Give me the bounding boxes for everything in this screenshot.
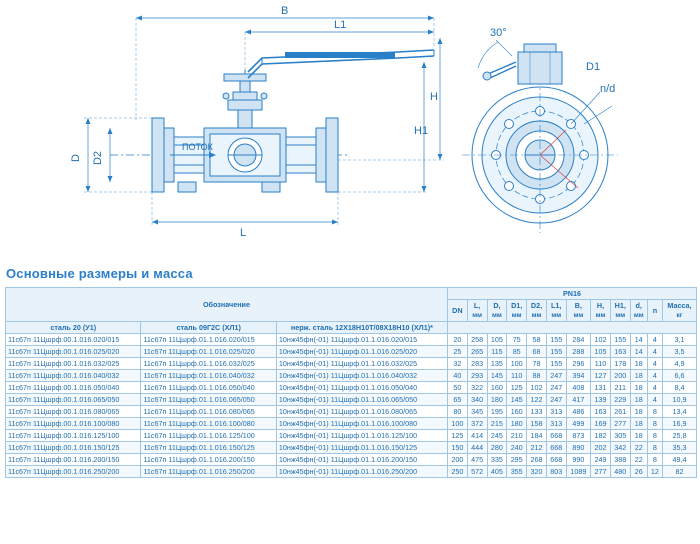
cell-l: 444 (467, 442, 487, 454)
cell-d1: 125 (507, 382, 527, 394)
header-col-d-hole: d, мм (630, 300, 647, 322)
cell-h1: 229 (610, 394, 630, 406)
cell-d1: 85 (507, 346, 527, 358)
cell-b: 296 (566, 358, 590, 370)
cell-designation-steel20: 11с67п 11Цшрф.00.1.016.020/015 (6, 334, 141, 346)
cell-l1: 155 (546, 334, 566, 346)
cell-designation-09g2s: 11с67п 11Цшрф.01.1.016.250/200 (141, 466, 276, 478)
cell-l: 372 (467, 418, 487, 430)
header-col-dn: DN (447, 300, 467, 322)
header-col-n: n (647, 300, 662, 322)
cell-d-hole: 18 (630, 430, 647, 442)
cell-n: 8 (647, 418, 662, 430)
cell-dn: 25 (447, 346, 467, 358)
cell-d: 245 (487, 430, 507, 442)
cell-designation-steel20: 11с67п 11Цшрф.00.1.016.125/100 (6, 430, 141, 442)
cell-designation-09g2s: 11с67п 11Цшрф.01.1.016.125/100 (141, 430, 276, 442)
cell-designation-stainless: 10нж45фн(-01) 11Цшрф.01.1.016.040/032 (276, 370, 447, 382)
cell-l: 340 (467, 394, 487, 406)
header-group-steel20: сталь 20 (У1) (6, 322, 141, 334)
cell-h: 127 (591, 370, 611, 382)
table-row (6, 418, 697, 430)
table-header-row-3 (6, 322, 697, 334)
cell-d2: 88 (527, 370, 547, 382)
header-col-h1: H1, мм (610, 300, 630, 322)
cell-mass: 3,5 (662, 346, 696, 358)
cell-d: 335 (487, 454, 507, 466)
header-spacer (447, 322, 696, 334)
cell-designation-stainless: 10нж45фн(-01) 11Цшрф.01.1.016.080/065 (276, 406, 447, 418)
cell-d-hole: 18 (630, 382, 647, 394)
cell-h1: 155 (610, 334, 630, 346)
cell-d: 135 (487, 358, 507, 370)
cell-designation-09g2s: 11с67п 11Цшрф.01.1.016.040/032 (141, 370, 276, 382)
cell-mass: 82 (662, 466, 696, 478)
cell-d1: 295 (507, 454, 527, 466)
cell-d-hole: 22 (630, 442, 647, 454)
cell-h1: 178 (610, 358, 630, 370)
cell-d1: 110 (507, 370, 527, 382)
cell-n: 8 (647, 442, 662, 454)
cell-l: 265 (467, 346, 487, 358)
cell-d1: 145 (507, 394, 527, 406)
cell-h: 139 (591, 394, 611, 406)
cell-d-hole: 18 (630, 418, 647, 430)
header-pn: PN16 (447, 288, 696, 300)
cell-designation-stainless: 10нж45фн(-01) 11Цшрф.01.1.016.125/100 (276, 430, 447, 442)
cell-l: 293 (467, 370, 487, 382)
cell-l: 345 (467, 406, 487, 418)
cell-d: 105 (487, 334, 507, 346)
cell-designation-steel20: 11с67п 11Цшрф.00.1.016.250/200 (6, 466, 141, 478)
cell-dn: 125 (447, 430, 467, 442)
cell-d-hole: 22 (630, 454, 647, 466)
cell-d1: 75 (507, 334, 527, 346)
cell-designation-stainless: 10нж45фн(-01) 11Цшрф.01.1.016.050/040 (276, 382, 447, 394)
cell-l: 283 (467, 358, 487, 370)
cell-b: 890 (566, 442, 590, 454)
cell-dn: 65 (447, 394, 467, 406)
cell-b: 408 (566, 382, 590, 394)
cell-h: 105 (591, 346, 611, 358)
cell-designation-steel20: 11с67п 11Цшрф.00.1.016.025/020 (6, 346, 141, 358)
cell-d1: 100 (507, 358, 527, 370)
cell-designation-09g2s: 11с67п 11Цшрф.01.1.016.032/025 (141, 358, 276, 370)
cell-h1: 480 (610, 466, 630, 478)
cell-designation-09g2s: 11с67п 11Цшрф.01.1.016.200/150 (141, 454, 276, 466)
sizes-table-body (6, 334, 697, 478)
cell-b: 990 (566, 454, 590, 466)
cell-b: 417 (566, 394, 590, 406)
cell-l1: 803 (546, 466, 566, 478)
table-row (6, 370, 697, 382)
table-row (6, 406, 697, 418)
cell-d: 180 (487, 394, 507, 406)
header-col-l: L, мм (467, 300, 487, 322)
cell-h: 249 (591, 454, 611, 466)
label-angle: 30° (490, 27, 507, 39)
cell-h: 110 (591, 358, 611, 370)
header-col-b: B, мм (566, 300, 590, 322)
label-H1: H1 (414, 125, 429, 137)
cell-d-hole: 14 (630, 334, 647, 346)
cell-designation-stainless: 10нж45фн(-01) 11Цшрф.01.1.016.065/050 (276, 394, 447, 406)
cell-h1: 200 (610, 370, 630, 382)
cell-d: 145 (487, 370, 507, 382)
header-col-d: D, мм (487, 300, 507, 322)
cell-designation-09g2s: 11с67п 11Цшрф.01.1.016.100/080 (141, 418, 276, 430)
cell-l1: 313 (546, 406, 566, 418)
cell-dn: 100 (447, 418, 467, 430)
cell-n: 4 (647, 334, 662, 346)
cell-n: 8 (647, 454, 662, 466)
cell-h1: 388 (610, 454, 630, 466)
cell-b: 284 (566, 334, 590, 346)
cell-designation-09g2s: 11с67п 11Цшрф.01.1.016.020/015 (141, 334, 276, 346)
cell-h: 131 (591, 382, 611, 394)
label-flow: ПОТОК (182, 142, 213, 152)
cell-mass: 3,1 (662, 334, 696, 346)
cell-d2: 133 (527, 406, 547, 418)
cell-d-hole: 18 (630, 394, 647, 406)
sizes-section (0, 262, 700, 478)
cell-h: 163 (591, 406, 611, 418)
cell-b: 288 (566, 346, 590, 358)
cell-mass: 25,8 (662, 430, 696, 442)
cell-d1: 160 (507, 406, 527, 418)
cell-d1: 240 (507, 442, 527, 454)
cell-n: 4 (647, 346, 662, 358)
cell-d: 160 (487, 382, 507, 394)
cell-n: 4 (647, 394, 662, 406)
cell-l1: 668 (546, 454, 566, 466)
cell-b: 394 (566, 370, 590, 382)
label-D2: D2 (92, 150, 104, 166)
cell-d2: 58 (527, 334, 547, 346)
cell-d-hole: 18 (630, 370, 647, 382)
cell-n: 8 (647, 406, 662, 418)
cell-l1: 668 (546, 442, 566, 454)
table-header-row-1 (6, 288, 697, 300)
cell-d2: 102 (527, 382, 547, 394)
header-col-l1: L1, мм (546, 300, 566, 322)
cell-designation-09g2s: 11с67п 11Цшрф.01.1.016.050/040 (141, 382, 276, 394)
header-col-mass: Масса, кг (662, 300, 696, 322)
table-row (6, 382, 697, 394)
cell-d2: 78 (527, 358, 547, 370)
table-row (6, 442, 697, 454)
cell-dn: 150 (447, 442, 467, 454)
cell-h: 182 (591, 430, 611, 442)
cell-dn: 50 (447, 382, 467, 394)
cell-designation-stainless: 10нж45фн(-01) 11Цшрф.01.1.016.025/020 (276, 346, 447, 358)
cell-mass: 16,9 (662, 418, 696, 430)
cell-d2: 212 (527, 442, 547, 454)
cell-dn: 200 (447, 454, 467, 466)
label-H: H (430, 91, 438, 103)
cell-d2: 320 (527, 466, 547, 478)
cell-h: 277 (591, 466, 611, 478)
cell-l: 572 (467, 466, 487, 478)
cell-b: 873 (566, 430, 590, 442)
cell-designation-stainless: 10нж45фн(-01) 11Цшрф.01.1.016.200/150 (276, 454, 447, 466)
cell-designation-stainless: 10нж45фн(-01) 11Цшрф.01.1.016.250/200 (276, 466, 447, 478)
cell-l: 475 (467, 454, 487, 466)
cell-l: 322 (467, 382, 487, 394)
label-L1: L1 (334, 19, 347, 31)
cell-mass: 49,4 (662, 454, 696, 466)
cell-d2: 268 (527, 454, 547, 466)
cell-d-hole: 26 (630, 466, 647, 478)
cell-designation-steel20: 11с67п 11Цшрф.00.1.016.040/032 (6, 370, 141, 382)
table-row (6, 394, 697, 406)
cell-l1: 247 (546, 370, 566, 382)
cell-designation-stainless: 10нж45фн(-01) 11Цшрф.01.1.016.100/080 (276, 418, 447, 430)
cell-d1: 355 (507, 466, 527, 478)
cell-mass: 6,6 (662, 370, 696, 382)
cell-designation-steel20: 11с67п 11Цшрф.00.1.016.150/125 (6, 442, 141, 454)
cell-dn: 32 (447, 358, 467, 370)
cell-b: 499 (566, 418, 590, 430)
cell-designation-steel20: 11с67п 11Цшрф.00.1.016.080/065 (6, 406, 141, 418)
cell-d-hole: 14 (630, 346, 647, 358)
cell-h1: 163 (610, 346, 630, 358)
cell-mass: 35,3 (662, 442, 696, 454)
cell-l1: 313 (546, 418, 566, 430)
cell-designation-09g2s: 11с67п 11Цшрф.01.1.016.080/065 (141, 406, 276, 418)
label-D1: D1 (586, 61, 601, 73)
header-col-d1: D1, мм (507, 300, 527, 322)
cell-mass: 10,9 (662, 394, 696, 406)
label-nd: n/d (600, 83, 616, 95)
cell-mass: 8,4 (662, 382, 696, 394)
cell-designation-steel20: 11с67п 11Цшрф.00.1.016.050/040 (6, 382, 141, 394)
cell-mass: 13,4 (662, 406, 696, 418)
cell-d2: 68 (527, 346, 547, 358)
cell-d1: 210 (507, 430, 527, 442)
cell-designation-steel20: 11с67п 11Цшрф.00.1.016.200/150 (6, 454, 141, 466)
cell-h1: 277 (610, 418, 630, 430)
cell-d: 215 (487, 418, 507, 430)
section-title: Основные размеры и масса (6, 266, 193, 281)
cell-dn: 40 (447, 370, 467, 382)
cell-d1: 180 (507, 418, 527, 430)
cell-h: 202 (591, 442, 611, 454)
cell-n: 4 (647, 358, 662, 370)
cell-l1: 247 (546, 382, 566, 394)
table-row (6, 454, 697, 466)
cell-d: 195 (487, 406, 507, 418)
cell-d-hole: 18 (630, 406, 647, 418)
cell-l: 258 (467, 334, 487, 346)
cell-l1: 155 (546, 358, 566, 370)
cell-n: 4 (647, 382, 662, 394)
cell-designation-stainless: 10нж45фн(-01) 11Цшрф.01.1.016.032/025 (276, 358, 447, 370)
cell-n: 8 (647, 430, 662, 442)
header-group-stainless: нерж. сталь 12Х18Н10Т/08Х18Н10 (ХЛ1)* (276, 322, 447, 334)
cell-d: 280 (487, 442, 507, 454)
valve-technical-drawing (0, 0, 700, 258)
label-L: L (240, 227, 247, 239)
table-row (6, 346, 697, 358)
cell-designation-09g2s: 11с67п 11Цшрф.01.1.016.025/020 (141, 346, 276, 358)
label-D: D (70, 154, 82, 162)
table-row (6, 358, 697, 370)
cell-dn: 20 (447, 334, 467, 346)
table-row (6, 466, 697, 478)
cell-l: 414 (467, 430, 487, 442)
cell-n: 12 (647, 466, 662, 478)
cell-l1: 155 (546, 346, 566, 358)
cell-designation-steel20: 11с67п 11Цшрф.00.1.016.100/080 (6, 418, 141, 430)
cell-h1: 211 (610, 382, 630, 394)
cell-d2: 184 (527, 430, 547, 442)
cell-mass: 4,9 (662, 358, 696, 370)
cell-d2: 122 (527, 394, 547, 406)
header-col-d2: D2, мм (527, 300, 547, 322)
cell-b: 486 (566, 406, 590, 418)
cell-designation-steel20: 11с67п 11Цшрф.00.1.016.032/025 (6, 358, 141, 370)
label-B: B (281, 5, 289, 17)
cell-l1: 247 (546, 394, 566, 406)
cell-h1: 305 (610, 430, 630, 442)
cell-dn: 250 (447, 466, 467, 478)
cell-h: 169 (591, 418, 611, 430)
cell-d: 115 (487, 346, 507, 358)
table-row (6, 334, 697, 346)
cell-h: 102 (591, 334, 611, 346)
sizes-table (5, 287, 697, 478)
cell-h1: 342 (610, 442, 630, 454)
header-designation: Обозначение (6, 288, 448, 322)
cell-designation-09g2s: 11с67п 11Цшрф.01.1.016.150/125 (141, 442, 276, 454)
cell-designation-stainless: 10нж45фн(-01) 11Цшрф.01.1.016.150/125 (276, 442, 447, 454)
cell-b: 1089 (566, 466, 590, 478)
cell-d-hole: 18 (630, 358, 647, 370)
header-group-steel09g2s: сталь 09Г2С (ХЛ1) (141, 322, 276, 334)
cell-d2: 158 (527, 418, 547, 430)
cell-designation-09g2s: 11с67п 11Цшрф.01.1.016.065/050 (141, 394, 276, 406)
cell-dn: 80 (447, 406, 467, 418)
cell-designation-stainless: 10нж45фн(-01) 11Цшрф.01.1.016.020/015 (276, 334, 447, 346)
cell-n: 4 (647, 370, 662, 382)
table-row (6, 430, 697, 442)
cell-d: 405 (487, 466, 507, 478)
header-col-h: H, мм (591, 300, 611, 322)
cell-designation-steel20: 11с67п 11Цшрф.00.1.016.065/050 (6, 394, 141, 406)
cell-h1: 261 (610, 406, 630, 418)
cell-l1: 668 (546, 430, 566, 442)
